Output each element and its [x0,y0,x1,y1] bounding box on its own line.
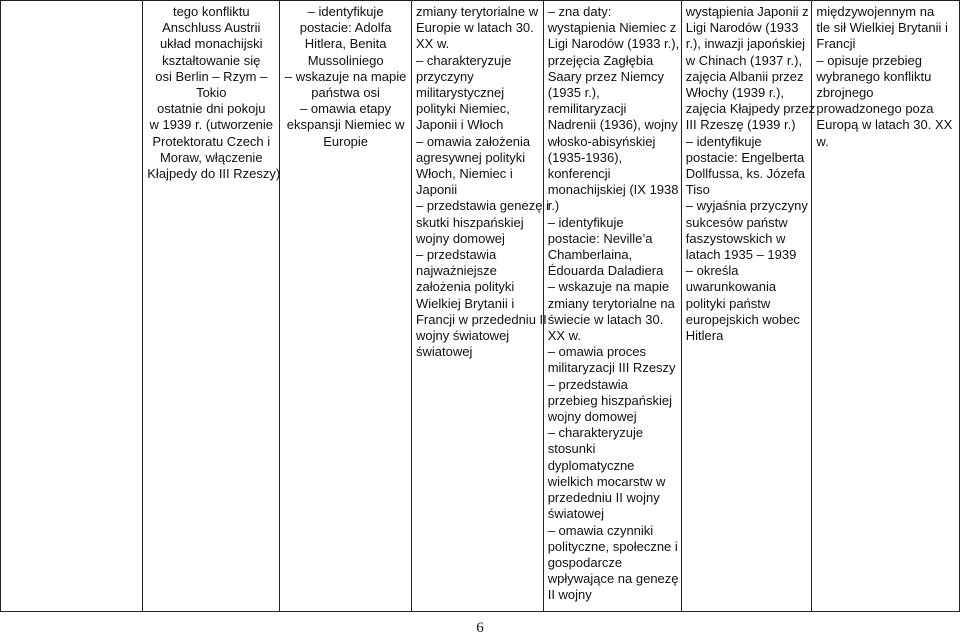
text-line: r.) [547,198,560,214]
text-line: Ligi Narodów (1933 [685,20,799,36]
text-line: prowadzonego poza [816,101,934,117]
text-line: postacie: Neville’a [547,230,653,246]
text-line: włosko-abisyńskiej [547,133,656,149]
text-line: konferencji [547,166,611,182]
text-line: uwarunkowania [685,279,777,295]
text-line: europejskich wobec [685,311,800,327]
text-line: przejęcia Zagłębia [547,52,654,68]
text-line: – omawia etapy [300,101,392,117]
text-line: państwa osi [311,85,380,101]
text-line: – charakteryzuje [547,425,644,441]
text-line: polityki państw [685,295,771,311]
text-line: wystąpienia Japonii z [685,4,809,19]
text-line: Chamberlaina, [547,247,633,263]
text-line: – charakteryzuje [415,52,512,68]
text-line: międzywojennym na [816,4,935,19]
text-line: Moraw, włączenie [159,149,263,165]
text-line: wojny domowej [547,409,637,425]
text-line: Saary przez Niemcy [547,68,665,84]
text-line: gospodarcze [547,554,623,570]
text-line: zmiany terytorialne w [415,4,539,19]
text-line: – omawia czynniki [547,522,654,538]
text-line: – wskazuje na mapie [547,279,670,295]
text-line: wojny światowej [415,328,510,344]
text-line: latach 1935 – 1939 [685,247,797,263]
text-line: – omawia proces [547,344,646,360]
text-line: – określa [685,263,739,279]
text-line: (1935-1936), [547,149,623,165]
cell-requirements-basic [280,1,412,612]
text-line: Francji w przededniu II [415,311,547,327]
cell-empty [1,1,143,612]
text-line: monachijskiej (IX 1938 [547,182,679,198]
text-line: XX w. [547,328,581,344]
text-line: militaryzacji III Rzeszy [547,360,676,376]
page-number: 6 [476,620,484,636]
text-line: Édouarda Daladiera [547,263,664,279]
text-line: – identyfikuje [547,214,624,230]
text-line: – przedstawia [547,376,628,392]
text-line: stosunki [547,441,596,457]
text-line: wielkich mocarstw w [547,473,666,489]
text-line: – przedstawia genezę i [415,198,549,214]
text-line: Protektoratu Czech i [152,133,271,149]
text-line: – wskazuje na mapie [284,68,407,84]
text-line: Mussoliniego [307,52,384,68]
text-line: Wielkiej Brytanii i [415,295,515,311]
text-line: Włoch, Niemiec i [415,166,513,182]
text-line: r.), inwazji japońskiej [685,36,805,52]
text-line: wpływające na genezę [547,571,679,587]
text-line: remilitaryzacji [547,101,627,117]
text-line: sukcesów państw [685,214,788,230]
text-line: przebieg hiszpańskiej [547,392,672,408]
text-line: – identyfikuje [685,133,762,149]
cell-requirements-sufficient [411,1,549,612]
cell-topics [143,1,280,612]
text-line: – opisuje przebieg [816,52,922,68]
text-line: – przedstawia [415,247,497,263]
cell-requirements-very-good [681,1,816,612]
text-line: zajęcia Kłajpedy przez [685,101,816,117]
text-line: wystąpienia Niemiec z [547,20,677,36]
text-line: w. [816,133,829,149]
text-line: agresywnej polityki [415,149,526,165]
text-line: (1935 r.), [547,85,600,101]
text-line: przededniu II wojny [547,490,660,506]
text-line: Hitlera, Benita [304,36,387,52]
text-line: Tiso [685,182,710,198]
text-line: Anschluss Austrii [162,20,261,36]
text-line: założenia polityki [415,279,515,295]
cell-requirements-excellent [812,1,960,612]
text-line: Europie [323,133,369,149]
text-line: Tokio [196,85,227,101]
text-line: Ligi Narodów (1933 r.), [547,36,680,52]
text-line: świecie w latach 30. [547,311,664,327]
text-line: militarystycznej [415,85,505,101]
text-line: wybranego konfliktu [816,68,932,84]
text-line: przyczyny [415,68,474,84]
text-line: Nadrenii (1936), wojny [547,117,678,133]
text-line: III Rzeszę (1939 r.) [685,117,796,133]
text-line: Kłajpedy do III Rzeszy) [147,166,281,182]
text-line: Europie w latach 30. [415,20,534,36]
text-line: Dollfussa, ks. Józefa [685,166,805,182]
text-line: osi Berlin – Rzym – [155,68,268,84]
text-line: w Chinach (1937 r.), [685,52,803,68]
text-line: Europą w latach 30. XX [816,117,953,133]
text-line: II wojny [547,587,592,603]
table-row [1,1,960,612]
text-line: Japonii i Włoch [415,117,504,133]
text-line: ostatnie dni pokoju [157,101,266,117]
text-line: faszystowskich w [685,230,786,246]
text-line: Hitlera [685,328,724,344]
text-line: ekspansji Niemiec w [286,117,405,133]
text-line: polityczne, społeczne i [547,538,678,554]
cell-requirements-good [543,1,681,612]
text-line: zajęcia Albanii przez [685,68,804,84]
text-line: kształtowanie się [162,52,261,68]
text-line: skutki hiszpańskiej [415,214,524,230]
text-line: polityki Niemiec, [415,101,510,117]
text-line: zbrojnego [816,85,874,101]
text-line: Japonii [415,182,458,198]
text-line: światowej [415,344,473,360]
text-line: – omawia założenia [415,133,531,149]
text-line: – zna daty: [547,4,612,19]
text-line: tego konfliktu [172,4,250,19]
text-line: Francji [816,36,856,52]
text-line: – identyfikuje [307,4,384,19]
text-line: układ monachijski [159,36,263,52]
text-line: wojny domowej [415,230,505,246]
text-line: w 1939 r. (utworzenie [149,117,274,133]
text-line: najważniejsze [415,263,497,279]
text-line: światowej [547,506,605,522]
text-line: postacie: Engelberta [685,149,805,165]
text-line: Włochy (1939 r.), [685,85,785,101]
text-line: postacie: Adolfa [299,20,392,36]
text-line: zmiany terytorialne na [547,295,675,311]
text-line: – wyjaśnia przyczyny [685,198,808,214]
text-line: tle sił Wielkiej Brytanii i [816,20,948,36]
text-line: XX w. [415,36,450,52]
text-line: dyplomatyczne [547,457,635,473]
